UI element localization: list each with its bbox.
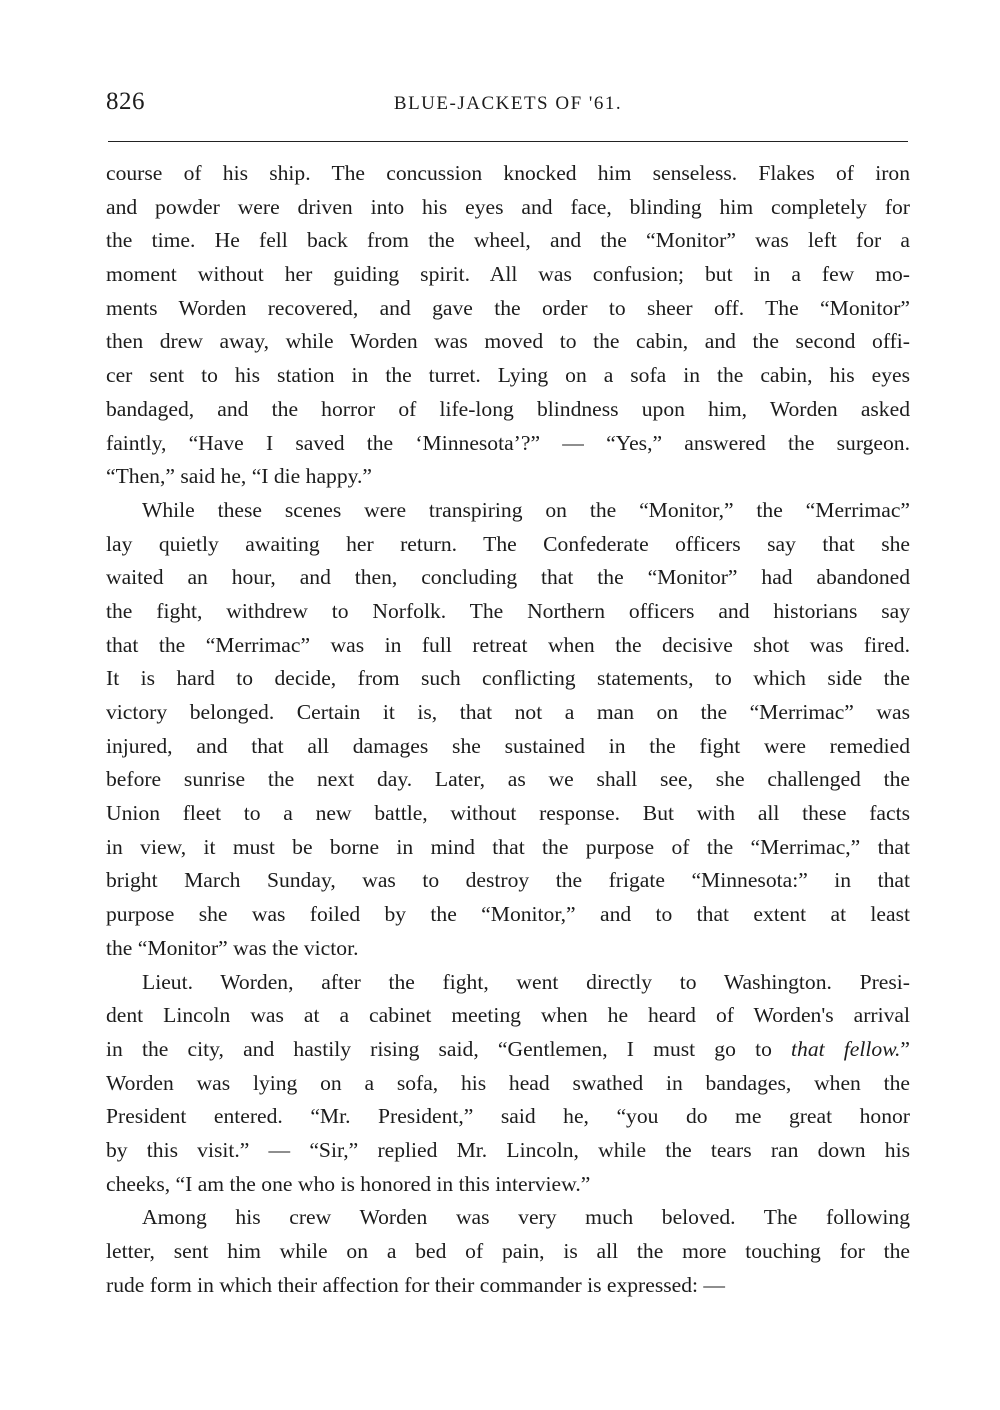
header-rule <box>108 141 908 142</box>
text-line: While these scenes were transpiring on the “Monitor,” the “Merrimac” <box>142 497 910 522</box>
text-line: lay quietly awaiting her return. The Confederate officers say that she <box>106 531 910 556</box>
text-line <box>106 1033 910 1067</box>
text-line: “Then,” said he, “I die happy.” <box>106 464 372 489</box>
text-line: victory belonged. Certain it is, that not a man on the “Merrimac” was <box>106 700 910 724</box>
closing-quote: ” <box>900 1036 910 1061</box>
text-line: that the “Merrimac” was in full retreat when the decisive shot was fired. <box>106 632 910 657</box>
text-line: letter, sent him while on a bed of pain, is all the more touching for the <box>106 1239 910 1263</box>
text-line: Among his crew Worden was very much beloved. The following <box>142 1205 910 1230</box>
text-line: bright March Sunday, was to destroy the frigate “Minnesota:” in that <box>106 868 910 893</box>
text-line: then drew away, while Worden was moved to the cabin, and the second offi- <box>106 329 910 354</box>
text-segment: in the city, and hastily rising said, “Gentlemen, I must go to <box>106 1036 792 1061</box>
text-line: the time. He fell back from the wheel, and the “Monitor” was left for a <box>106 228 910 253</box>
text-line: injured, and that all damages she sustained in the fight were remedied <box>106 733 910 758</box>
paragraph-1 <box>106 157 910 494</box>
page-header <box>106 88 910 124</box>
text-line: before sunrise the next day. Later, as we shall see, she challenged the <box>106 767 910 792</box>
text-line: Union fleet to a new battle, without response. But with all these facts <box>106 801 910 826</box>
text-line: President entered. “Mr. President,” said he, “you do me great honor <box>106 1104 910 1129</box>
body-text <box>106 157 910 1302</box>
text-line: moment without her guiding spirit. All was confusion; but in a few mo- <box>106 262 910 287</box>
text-line: waited an hour, and then, concluding that the “Monitor” had abandoned <box>106 565 910 590</box>
page-number: 826 <box>106 88 145 115</box>
running-title: BLUE-JACKETS OF '61. <box>393 93 623 114</box>
text-line: ments Worden recovered, and gave the order to sheer off. The “Monitor” <box>106 295 910 320</box>
paragraph-4 <box>106 1201 910 1302</box>
text-line: and powder were driven into his eyes and face, blinding him completely for <box>106 194 910 219</box>
text-line: rude form in which their affection for their commander is expressed: — <box>106 1272 726 1297</box>
text-line: the fight, withdrew to Norfolk. The Northern officers and historians say <box>106 598 910 623</box>
text-line: course of his ship. The concussion knocked him senseless. Flakes of iron <box>106 161 910 185</box>
paragraph-3 <box>106 966 910 1202</box>
text-line: It is hard to decide, from such conflicting statements, to which side the <box>106 666 910 691</box>
text-line: Worden was lying on a sofa, his head swathed in bandages, when the <box>106 1070 910 1095</box>
text-line: by this visit.” — “Sir,” replied Mr. Lincoln, while the tears ran down his <box>106 1137 910 1162</box>
text-line: purpose she was foiled by the “Monitor,” and to that extent at least <box>106 902 910 927</box>
paragraph-2 <box>106 494 910 966</box>
text-line: in view, it must be borne in mind that the purpose of the “Merrimac,” that <box>106 834 910 859</box>
text-line: faintly, “Have I saved the ‘Minnesota’?” — “Yes,” answered the surgeon. <box>106 430 910 455</box>
text-line: the “Monitor” was the victor. <box>106 935 359 960</box>
text-line: bandaged, and the horror of life-long blindness upon him, Worden asked <box>106 396 910 421</box>
text-line: cheeks, “I am the one who is honored in this interview.” <box>106 1171 591 1196</box>
text-line: cer sent to his station in the turret. Lying on a sofa in the cabin, his eyes <box>106 363 910 388</box>
text-line: dent Lincoln was at a cabinet meeting when he heard of Worden's arrival <box>106 1003 910 1028</box>
italic-phrase: that fellow. <box>791 1036 901 1061</box>
text-line: Lieut. Worden, after the fight, went directly to Washington. Presi- <box>142 969 910 994</box>
